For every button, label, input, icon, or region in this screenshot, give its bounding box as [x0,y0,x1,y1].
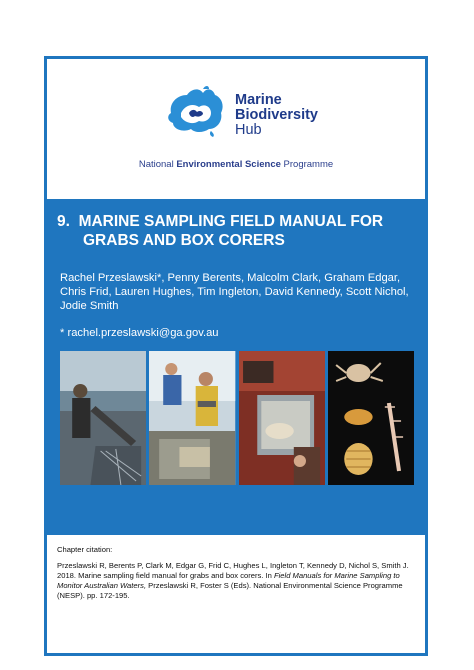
contact-email[interactable]: * rachel.przeslawski@ga.gov.au [60,327,219,339]
photo-grab-deployment [60,351,146,485]
logo-line-marine: Marine [235,92,282,108]
logo-wordmark [235,93,318,138]
chapter-title [57,212,419,250]
logo-header [47,59,425,199]
chapter-number: 9. [57,213,70,230]
chapter-title-line2: GRABS AND BOX CORERS [83,232,285,249]
photo-box-core-sample [239,351,325,485]
programme-bold: Environmental Science [176,159,281,170]
author-list: Rachel Przeslawski*, Penny Berents, Malcolm Clark, Graham Edgar, Chris Frid, Lauren Hughes, Tim Ingleton, David Kennedy, Scott Nichol, Jodie Smith [60,272,409,312]
photo-strip [60,351,414,485]
citation-heading: Chapter citation: [57,545,113,554]
title-panel [47,199,425,535]
chapter-citation [57,545,419,601]
logo-line-hub: Hub [235,122,262,138]
programme-name [47,159,425,170]
citation-body [57,561,419,601]
photo-crew-on-deck [149,351,235,485]
citation-italic: Field Manuals for Marine Sampling to Monitor Australian Waters, [57,571,400,590]
photo-specimens [328,351,414,485]
logo-line-biodiversity: Biodiversity [235,107,318,123]
programme-suffix: Programme [280,159,334,170]
chapter-title-line1: MARINE SAMPLING FIELD MANUAL FOR [78,213,384,230]
programme-prefix: National [138,159,177,170]
citation-text: Przeslawski R, Berents P, Clark M, Edgar G, Frid C, Hughes L, Ingleton T, Kennedy D, Nichol S, Smith J. 2018. Marine sampling field manual for grabs and box corers. In [57,561,409,580]
australia-map-logo-icon [163,83,227,137]
report-cover [44,56,428,656]
citation-end: Przeslawski R, Foster S (Eds). National Environmental Science Programme (NESP). pp. 172-195. [57,581,403,600]
